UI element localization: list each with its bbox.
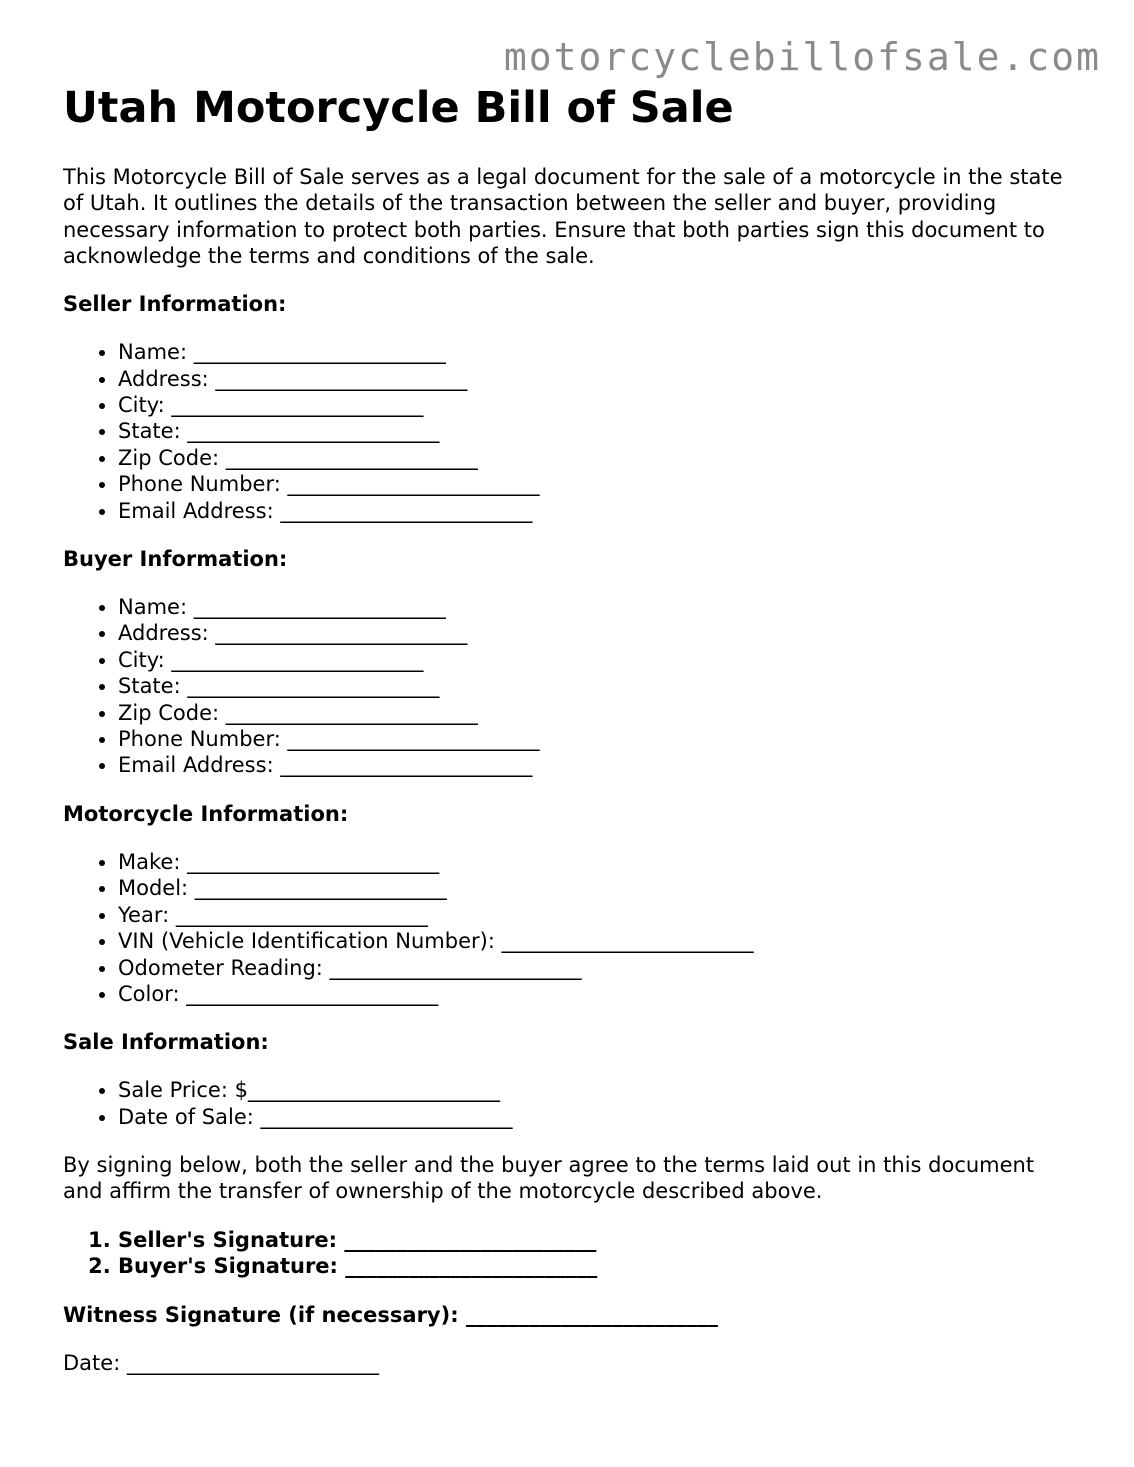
seller-name-field[interactable]: • Name: ________________________	[118, 339, 1073, 365]
sale-date-field[interactable]: • Date of Sale: ________________________	[118, 1104, 1073, 1130]
seller-state-field[interactable]: • State: ________________________	[118, 418, 1073, 444]
odometer-field[interactable]: • Odometer Reading: ________________________	[118, 955, 1073, 981]
buyer-signature-field[interactable]: 2. Buyer's Signature: ________________________	[118, 1253, 1073, 1279]
seller-email-field[interactable]: • Email Address: ________________________	[118, 498, 1073, 524]
model-field[interactable]: • Model: ________________________	[118, 875, 1073, 901]
color-field[interactable]: • Color: ________________________	[118, 981, 1073, 1007]
agreement-paragraph: By signing below, both the seller and the buyer agree to the terms laid out in this document and affirm the transfer of ownership of the motorcycle described above.	[63, 1153, 1035, 1204]
buyer-zip-field[interactable]: • Zip Code: ________________________	[118, 700, 1073, 726]
buyer-section-heading: Buyer Information:	[63, 547, 288, 572]
buyer-phone-field[interactable]: • Phone Number: ________________________	[118, 726, 1073, 752]
page-title: Utah Motorcycle Bill of Sale	[63, 83, 734, 133]
sale-section-heading: Sale Information:	[63, 1030, 269, 1055]
seller-section-heading: Seller Information:	[63, 292, 287, 317]
buyer-state-field[interactable]: • State: ________________________	[118, 673, 1073, 699]
seller-address-field[interactable]: • Address: ________________________	[118, 366, 1073, 392]
signature-list	[63, 1227, 1073, 1280]
vin-field[interactable]: • VIN (Vehicle Identification Number): ________________________	[118, 928, 1073, 954]
motorcycle-field-list	[63, 849, 1073, 1007]
intro-paragraph: This Motorcycle Bill of Sale serves as a legal document for the sale of a motorcycle in the state of Utah. It outlines the details of the transaction between the seller and buyer, providing necessary information to protect both parties. Ensure that both parties sign this document to acknowledge the terms and conditions of the sale.	[63, 165, 1063, 268]
seller-phone-field[interactable]: • Phone Number: ________________________	[118, 471, 1073, 497]
seller-field-list	[63, 339, 1073, 524]
buyer-city-field[interactable]: • City: ________________________	[118, 647, 1073, 673]
sale-field-list	[63, 1077, 1073, 1130]
document-body	[63, 82, 1073, 1376]
witness-signature-field[interactable]: Witness Signature (if necessary): ________________________	[63, 1302, 718, 1327]
date-field[interactable]: Date: ________________________	[63, 1350, 379, 1375]
sale-price-field[interactable]: • Sale Price: $________________________	[118, 1077, 1073, 1103]
buyer-field-list	[63, 594, 1073, 779]
buyer-name-field[interactable]: • Name: ________________________	[118, 594, 1073, 620]
buyer-email-field[interactable]: • Email Address: ________________________	[118, 752, 1073, 778]
year-field[interactable]: • Year: ________________________	[118, 902, 1073, 928]
motorcycle-section-heading: Motorcycle Information:	[63, 801, 349, 826]
seller-zip-field[interactable]: • Zip Code: ________________________	[118, 445, 1073, 471]
watermark-text: motorcyclebillofsale.com	[503, 35, 1101, 79]
make-field[interactable]: • Make: ________________________	[118, 849, 1073, 875]
seller-city-field[interactable]: • City: ________________________	[118, 392, 1073, 418]
buyer-address-field[interactable]: • Address: ________________________	[118, 620, 1073, 646]
seller-signature-field[interactable]: 1. Seller's Signature: ________________________	[118, 1227, 1073, 1253]
